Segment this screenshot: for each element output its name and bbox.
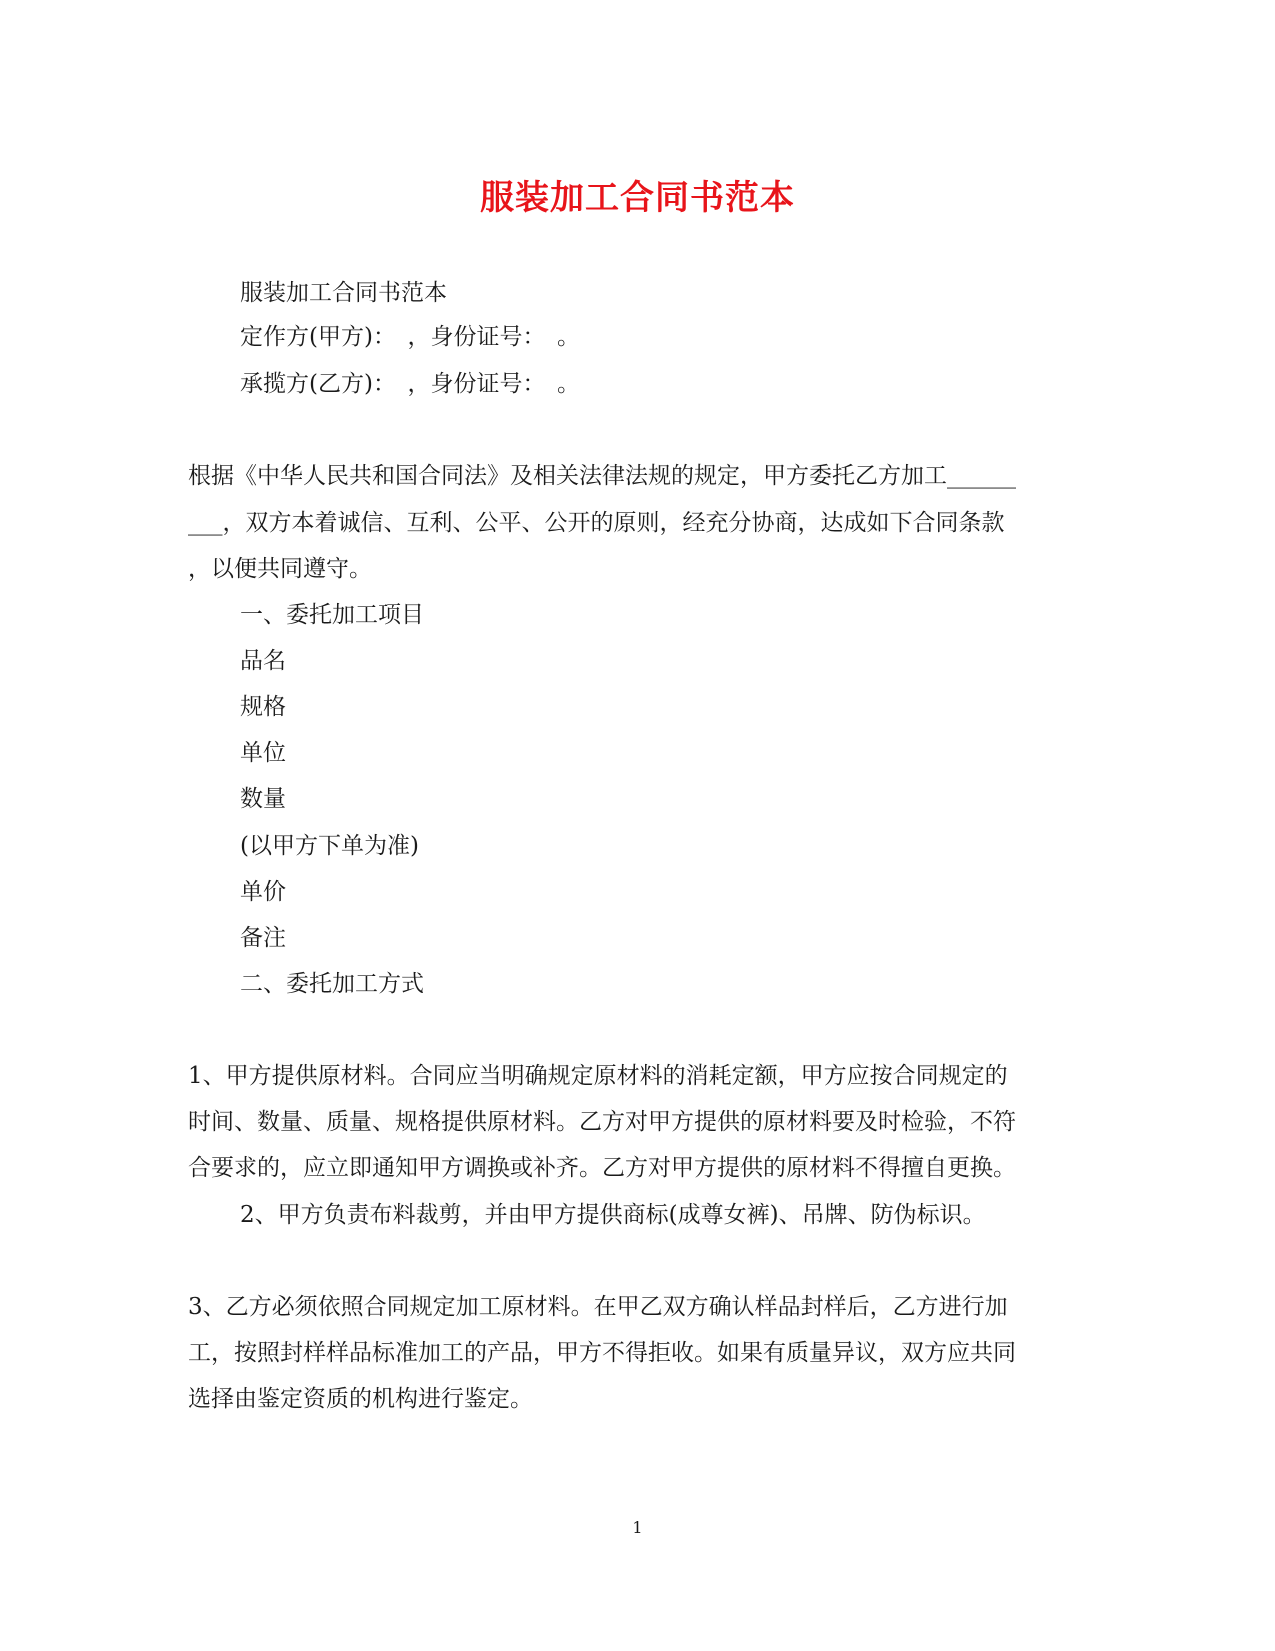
party-a-line: 定作方(甲方)： ，身份证号： 。	[240, 324, 580, 350]
list-item: 单位	[240, 740, 286, 766]
party-b-line: 承揽方(乙方)： ，身份证号： 。	[240, 371, 580, 397]
paragraph-line: 3、乙方必须依照合同规定加工原材料。在甲乙双方确认样品封样后，乙方进行加	[188, 1294, 1008, 1320]
paragraph-line: 选择由鉴定资质的机构进行鉴定。	[188, 1386, 533, 1412]
list-item: 品名	[240, 648, 286, 674]
document-title: 服装加工合同书范本	[480, 178, 795, 218]
page-number: 1	[632, 1518, 643, 1537]
paragraph-line: 2、甲方负责布料裁剪，并由甲方提供商标(成尊女裤)、吊牌、防伪标识。	[240, 1202, 986, 1228]
list-item: 备注	[240, 925, 286, 951]
paragraph-line: 1、甲方提供原材料。合同应当明确规定原材料的消耗定额，甲方应按合同规定的	[188, 1063, 1008, 1089]
paragraph-line: 工，按照封样样品标准加工的产品，甲方不得拒收。如果有质量异议，双方应共同	[188, 1340, 1016, 1366]
subtitle-line: 服装加工合同书范本	[240, 280, 447, 306]
paragraph-line: 合要求的，应立即通知甲方调换或补齐。乙方对甲方提供的原材料不得擅自更换。	[188, 1155, 1016, 1181]
paragraph-line: ___，双方本着诚信、互利、公平、公开的原则，经充分协商，达成如下合同条款	[188, 510, 1005, 536]
paragraph-line: ，以便共同遵守。	[188, 556, 372, 582]
list-item: (以甲方下单为准)	[240, 833, 419, 859]
list-item: 规格	[240, 694, 286, 720]
paragraph-line: 时间、数量、质量、规格提供原材料。乙方对甲方提供的原材料要及时检验，不符	[188, 1109, 1016, 1135]
list-item: 单价	[240, 879, 286, 905]
paragraph-line: 根据《中华人民共和国合同法》及相关法律法规的规定，甲方委托乙方加工______	[188, 463, 1016, 489]
section-heading: 一、委托加工项目	[240, 602, 424, 628]
list-item: 数量	[240, 786, 286, 812]
section-heading: 二、委托加工方式	[240, 971, 424, 997]
